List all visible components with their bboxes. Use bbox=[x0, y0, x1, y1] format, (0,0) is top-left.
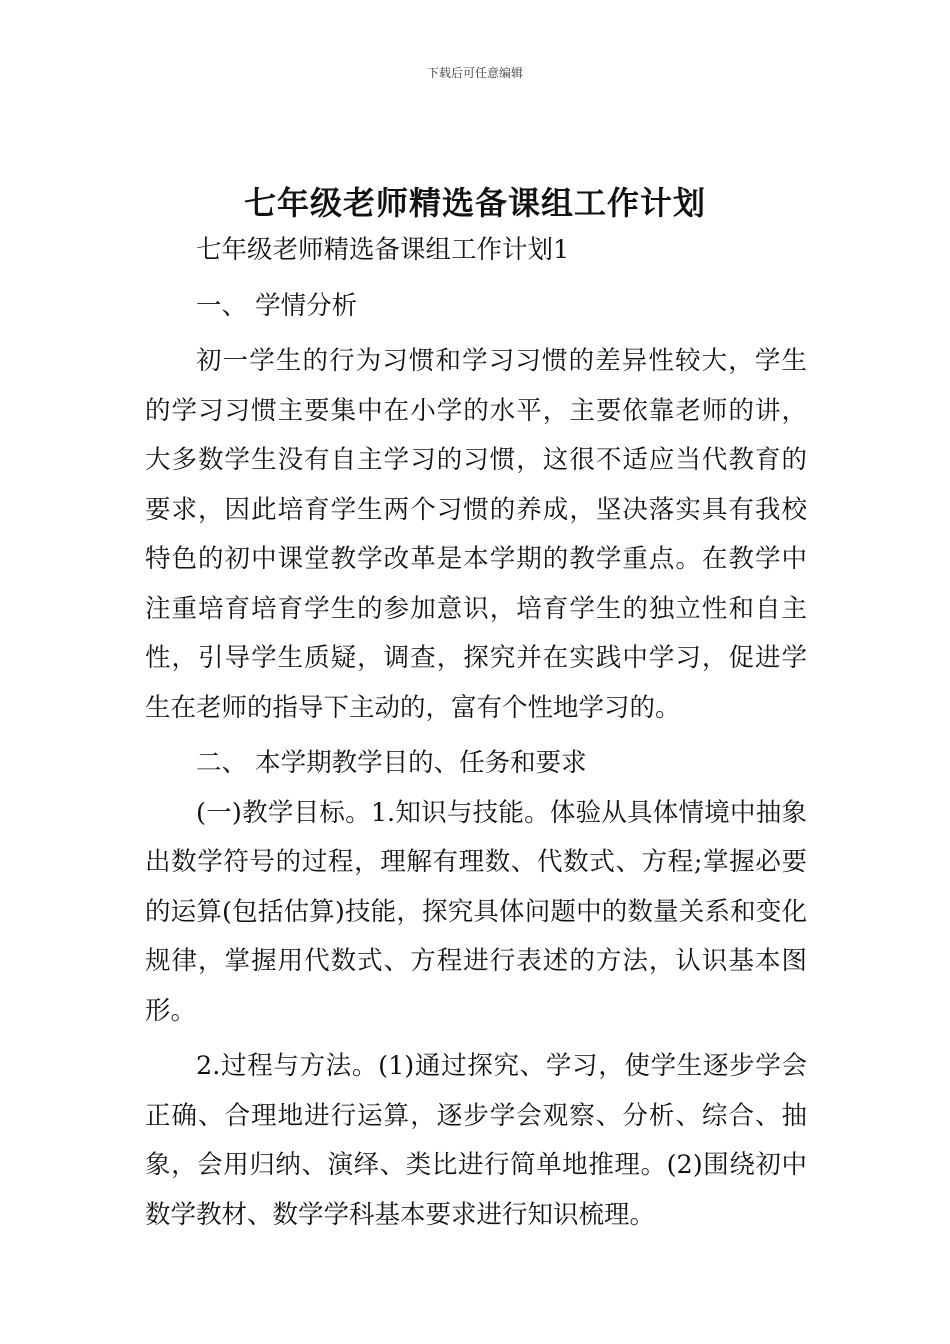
section-heading-1: 一、 学情分析 bbox=[196, 290, 358, 321]
subtitle-paragraph: 七年级老师精选备课组工作计划1 bbox=[196, 235, 570, 265]
body-paragraph-3: 2.过程与方法。(1)通过探究、学习，使学生逐步学会正确、合理地进行运算，逐步学会观察、分析、综合、抽象，会用归纳、演绎、类比进行简单地推理。(2)围绕初中数学教材、数学学科基本要求进行知识梳理。 bbox=[145, 1051, 807, 1230]
body-paragraph-1: 初一学生的行为习惯和学习习惯的差异性较大，学生的学习习惯主要集中在小学的水平，主要依靠老师的讲，大多数学生没有自主学习的习惯，这很不适应当代教育的要求，因此培育学生两个习惯的养成，坚决落实具有我校特色的初中课堂教学改革是本学期的教学重点。在教学中注重培育培育学生的参加意识，培育学生的独立性和自主性，引导学生质疑，调查，探究并在实践中学习，促进学生在老师的指导下主动的，富有个性地学习的。 bbox=[145, 346, 807, 723]
body-paragraph-2: (一)教学目标。1.知识与技能。体验从具体情境中抽象出数学符号的过程，理解有理数、代数式、方程;掌握必要的运算(包括估算)技能，探究具体问题中的数量关系和变化规律，掌握用代数式、方程进行表述的方法，认识基本图形。 bbox=[145, 797, 807, 1026]
document-body bbox=[145, 226, 807, 1240]
section-heading-2: 二、 本学期教学目的、任务和要求 bbox=[196, 748, 587, 778]
document-title: 七年级老师精选备课组工作计划 bbox=[243, 184, 706, 222]
header-note: 下载后可任意编辑 bbox=[426, 66, 523, 80]
